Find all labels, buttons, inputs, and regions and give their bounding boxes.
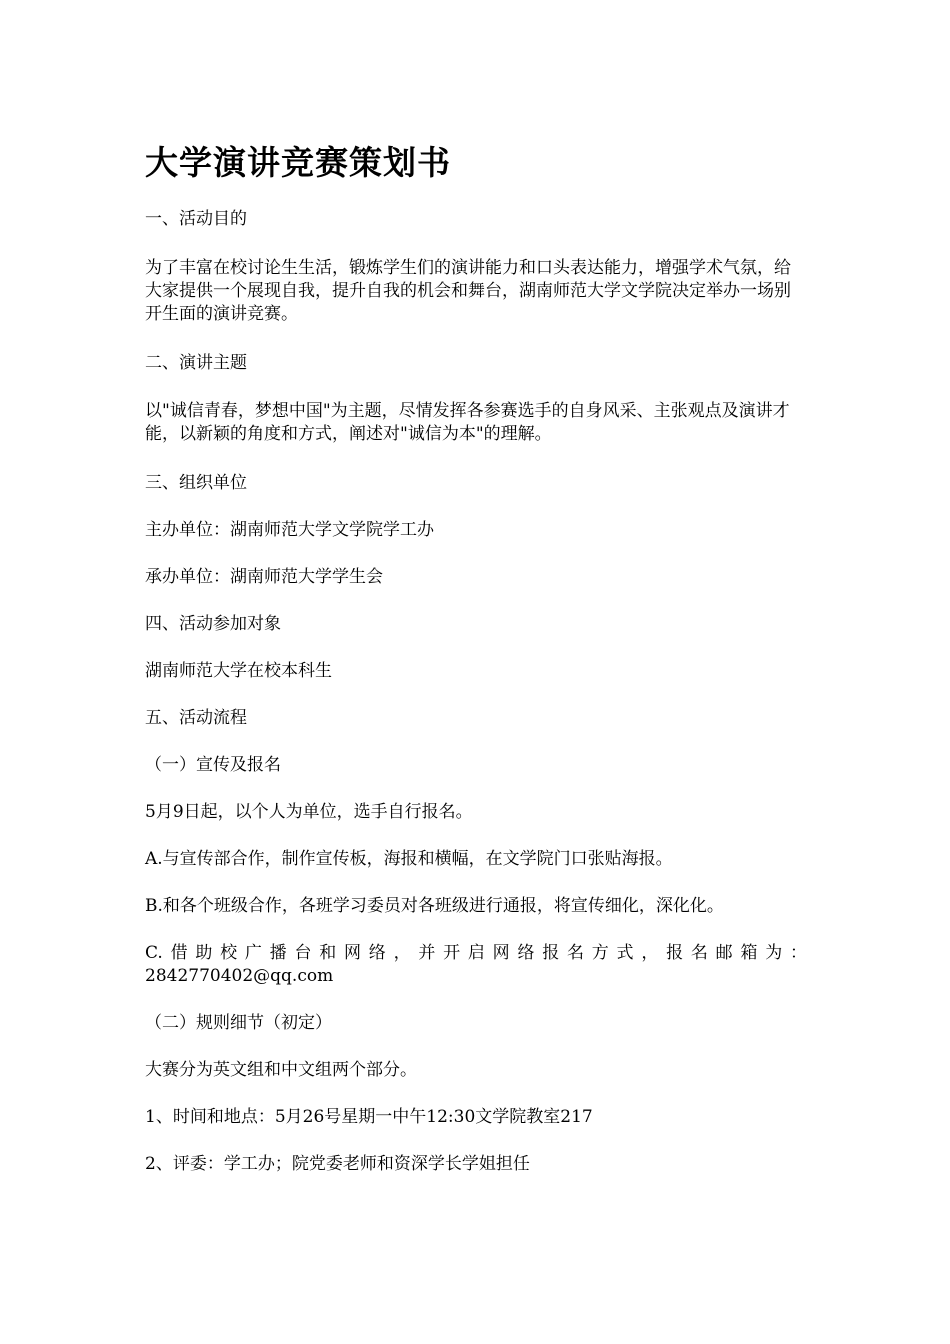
paragraph-participants: 湖南师范大学在校本科生 [145, 661, 332, 681]
section-heading-purpose: 一、活动目的 [145, 209, 247, 229]
paragraph-registration-date: 5月9日起，以个人为单位，选手自行报名。 [145, 802, 473, 822]
paragraph-host: 主办单位：湖南师范大学文学院学工办 [145, 520, 434, 540]
paragraph-co-organizer: 承办单位：湖南师范大学学生会 [145, 567, 383, 587]
rule-judges: 2、评委：学工办；院党委老师和资深学长学姐担任 [145, 1154, 530, 1174]
paragraph-purpose: 为了丰富在校讨论生生活，锻炼学生们的演讲能力和口头表达能力，增强学术气氛，给大家提供一个展现自我，提升自我的机会和舞台，湖南师范大学文学院决定举办一场别开生面的演讲竞赛。 [145, 258, 791, 324]
rule-time-place: 1、时间和地点：5月26号星期一中午12:30文学院教室217 [145, 1107, 593, 1127]
document-title: 大学演讲竞赛策划书 [145, 143, 451, 182]
section-heading-organizers: 三、组织单位 [145, 473, 247, 493]
list-item-a: A.与宣传部合作，制作宣传板，海报和横幅，在文学院门口张贴海报。 [145, 849, 673, 869]
section-heading-participants: 四、活动参加对象 [145, 614, 281, 634]
section-heading-process: 五、活动流程 [145, 708, 247, 728]
list-item-c: C.借助校广播台和网络，并开启网络报名方式，报名邮箱为： [145, 943, 807, 963]
list-item-b: B.和各个班级合作，各班学习委员对各班级进行通报，将宣传细化，深化化。 [145, 896, 724, 916]
paragraph-theme: 以"诚信青春，梦想中国"为主题，尽情发挥各参赛选手的自身风采、主张观点及演讲才能，以新颖的角度和方式，阐述对"诚信为本"的理解。 [145, 401, 790, 444]
document-page [145, 138, 807, 1176]
registration-email: 2842770402@qq.com [145, 966, 334, 986]
subsection-heading-publicity: （一）宣传及报名 [145, 755, 281, 775]
section-heading-theme: 二、演讲主题 [145, 353, 247, 373]
paragraph-groups: 大赛分为英文组和中文组两个部分。 [145, 1060, 417, 1080]
subsection-heading-rules: （二）规则细节（初定） [145, 1013, 332, 1033]
